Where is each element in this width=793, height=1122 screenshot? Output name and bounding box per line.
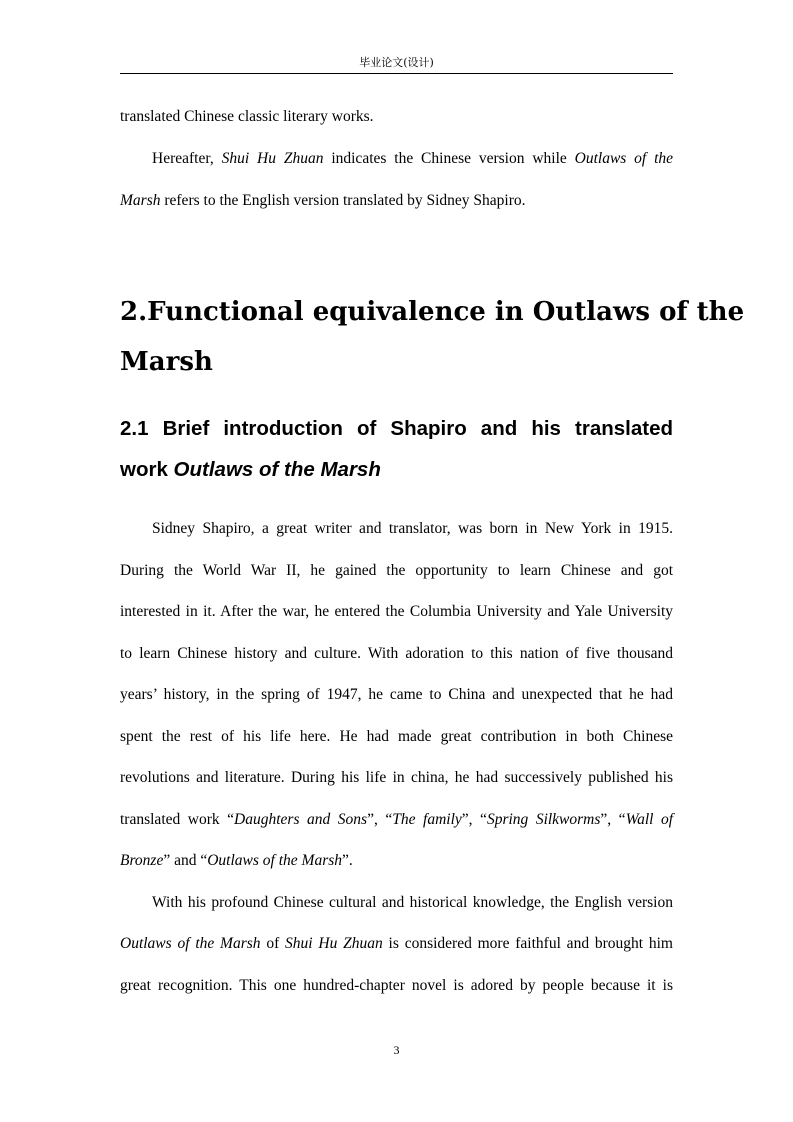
para1-line-1: Sidney Shapiro, a great writer and translator, was born in New York in 1915. [152, 520, 673, 537]
intro-line-2: Hereafter, Shui Hu Zhuan indicates the Chinese version while Outlaws of the [152, 150, 674, 167]
page-number: 3 [393, 1043, 400, 1057]
para1-line-5: years’ history, in the spring of 1947, he came to China and unexpected that he had [120, 686, 673, 703]
subsection-heading-line-1: 2.1 Brief introduction of Shapiro and his translated [120, 417, 673, 440]
para2-line-1: With his profound Chinese cultural and historical knowledge, the English version [152, 894, 673, 911]
para1-line-6: spent the rest of his life here. He had made great contribution in both Chinese [120, 728, 673, 745]
para2-line-2: Outlaws of the Marsh of Shui Hu Zhuan is considered more faithful and brought him [120, 935, 673, 952]
header-rule [120, 73, 673, 74]
section-heading-line-1: 2.Functional equivalence in Outlaws of the [120, 297, 745, 327]
para1-line-3: interested in it. After the war, he entered the Columbia University and Yale University [120, 603, 673, 620]
para1-line-4: to learn Chinese history and culture. With adoration to this nation of five thousand [120, 645, 673, 662]
section-heading-line-2: Marsh [120, 347, 213, 377]
running-header: 毕业论文(设计) [359, 56, 434, 69]
para1-line-8: translated work “Daughters and Sons”, “The family”, “Spring Silkworms”, “Wall of [120, 811, 674, 828]
intro-line-1: translated Chinese classic literary works. [120, 108, 374, 125]
para1-line-7: revolutions and literature. During his life in china, he had successively published his [120, 769, 673, 786]
subsection-heading-line-2: work Outlaws of the Marsh [120, 458, 381, 481]
para1-line-2: During the World War II, he gained the opportunity to learn Chinese and got [120, 562, 673, 579]
para2-line-3: great recognition. This one hundred-chapter novel is adored by people because it is [120, 977, 673, 994]
para1-line-9: Bronze” and “Outlaws of the Marsh”. [120, 852, 353, 869]
intro-line-3: Marsh refers to the English version translated by Sidney Shapiro. [120, 192, 526, 209]
